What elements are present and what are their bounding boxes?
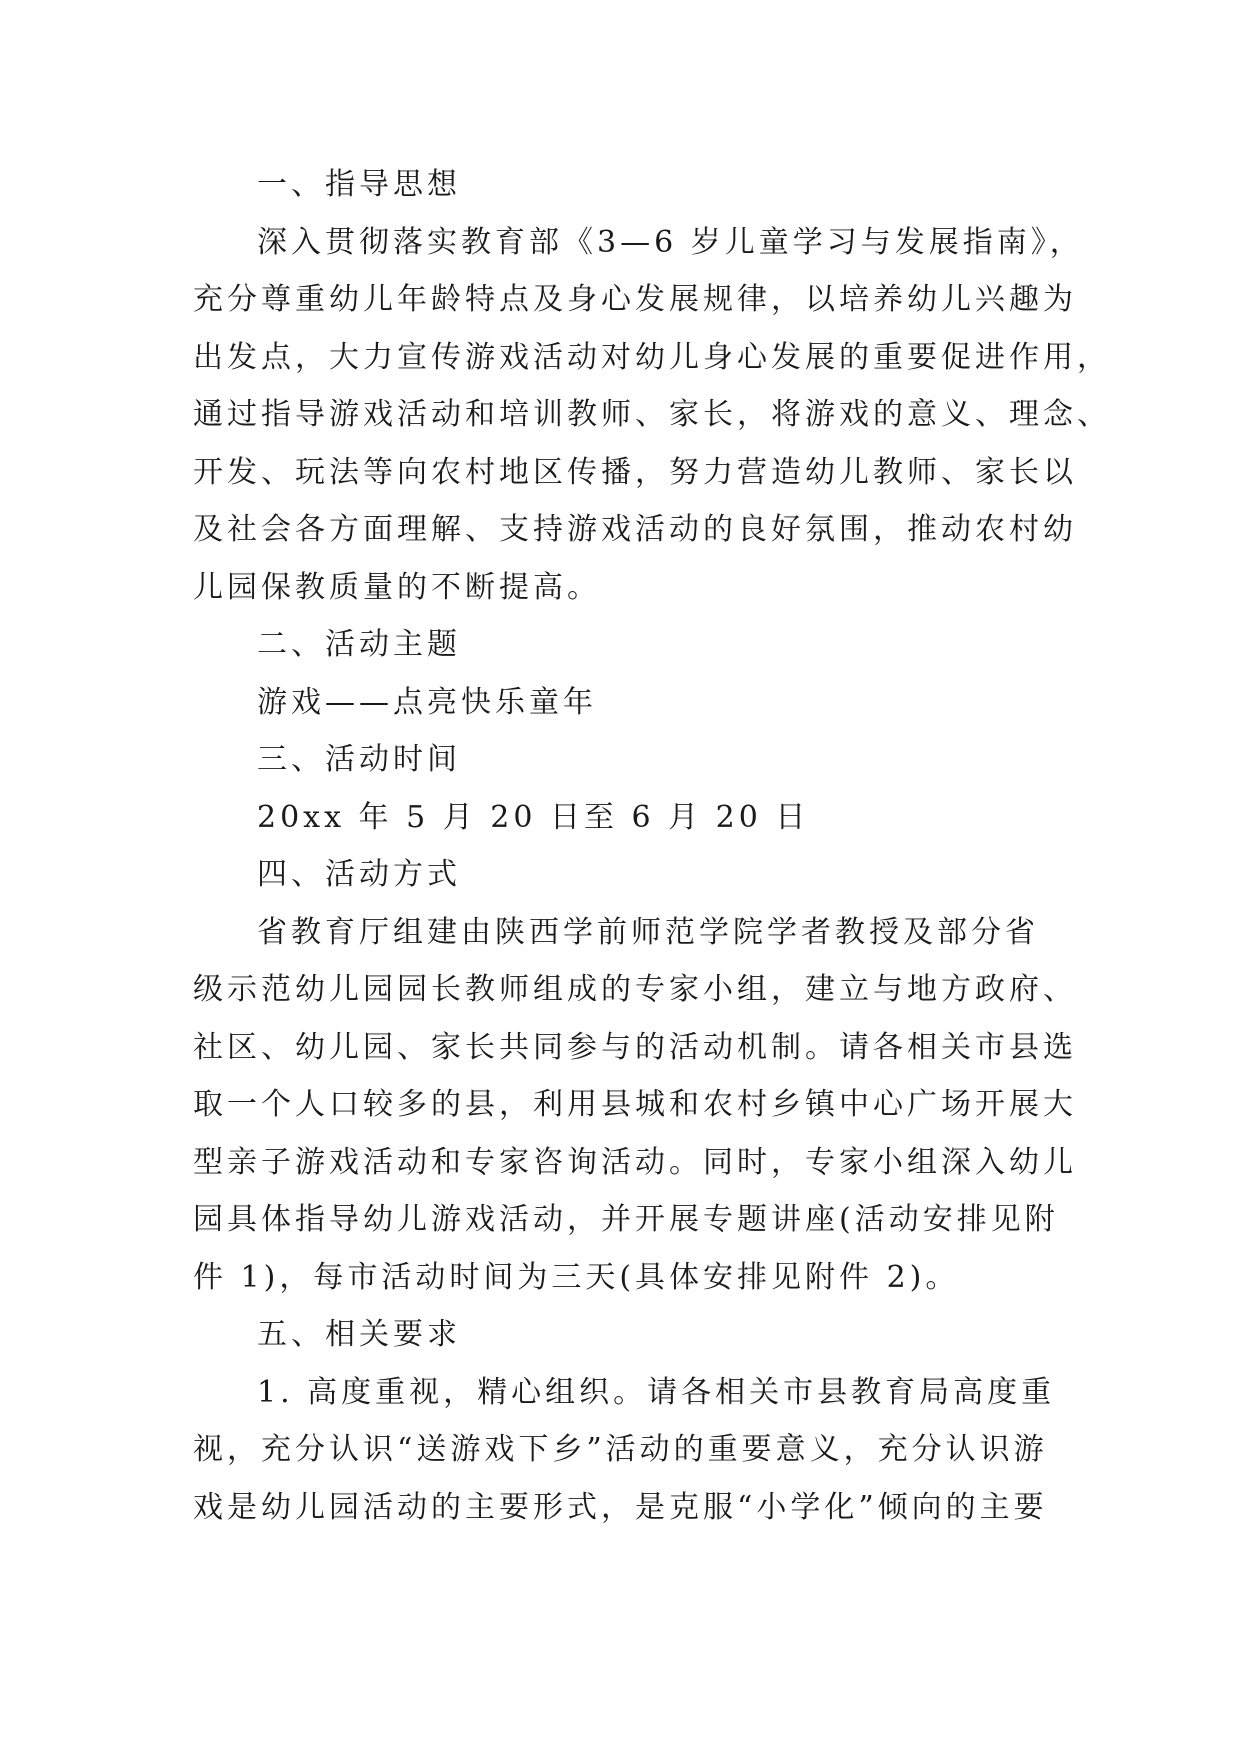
text-line: 省教育厅组建由陕西学前师范学院学者教授及部分省	[257, 914, 1039, 950]
text-line: 型亲子游戏活动和专家咨询活动。同时，专家小组深入幼儿	[193, 1144, 1077, 1180]
text-line: 社区、幼儿园、家长共同参与的活动机制。请各相关市县选	[193, 1029, 1077, 1065]
text-line: 三、活动时间	[257, 742, 461, 777]
text-line: 级示范幼儿园园长教师组成的专家小组，建立与地方政府、	[193, 972, 1077, 1007]
paragraph-theme-body	[193, 674, 1053, 732]
paragraph-guiding-body	[193, 214, 1111, 617]
text-line: 戏是幼儿园活动的主要形式，是克服“小学化”倾向的主要	[193, 1489, 1048, 1525]
text-line: 二、活动主题	[257, 627, 461, 662]
text-line: 及社会各方面理解、支持游戏活动的良好氛围，推动农村幼	[193, 512, 1077, 547]
paragraph-heading-1	[193, 156, 1053, 214]
text-line: 取一个人口较多的县，利用县城和农村乡镇中心广场开展大	[193, 1087, 1077, 1122]
paragraph-requirement-1	[193, 1364, 1056, 1537]
text-line: 通过指导游戏活动和培训教师、家长，将游戏的意义、理念、	[193, 397, 1111, 432]
paragraph-heading-2	[193, 616, 1053, 674]
text-line: 件 1)，每市活动时间为三天(具体安排见附件 2)。	[193, 1259, 960, 1295]
text-line: 视，充分认识“送游戏下乡”活动的重要意义，充分认识游	[193, 1432, 1048, 1467]
paragraph-method-body	[193, 904, 1077, 1307]
text-line: 园具体指导幼儿游戏活动，并开展专题讲座(活动安排见附	[193, 1202, 1059, 1237]
text-line: 深入贯彻落实教育部《3—6 岁儿童学习与发展指南》，	[257, 224, 1084, 260]
text-line: 20xx 年 5 月 20 日至 6 月 20 日	[257, 799, 810, 835]
document-body	[193, 156, 1111, 1536]
paragraph-heading-5	[193, 1306, 1053, 1364]
text-line: 开发、玩法等向农村地区传播，努力营造幼儿教师、家长以	[193, 454, 1077, 490]
text-line: 四、活动方式	[257, 857, 461, 892]
paragraph-heading-4	[193, 846, 1053, 904]
text-line: 充分尊重幼儿年龄特点及身心发展规律，以培养幼儿兴趣为	[193, 282, 1077, 317]
text-line: 一、指导思想	[257, 167, 461, 202]
paragraph-time-body	[193, 789, 1053, 847]
text-line: 1. 高度重视，精心组织。请各相关市县教育局高度重	[257, 1374, 1056, 1410]
text-line: 游戏——点亮快乐童年	[257, 684, 597, 720]
text-line: 五、相关要求	[257, 1317, 461, 1352]
text-line: 儿园保教质量的不断提高。	[193, 569, 601, 605]
paragraph-heading-3	[193, 731, 1053, 789]
text-line: 出发点，大力宣传游戏活动对幼儿身心发展的重要促进作用，	[193, 339, 1111, 375]
